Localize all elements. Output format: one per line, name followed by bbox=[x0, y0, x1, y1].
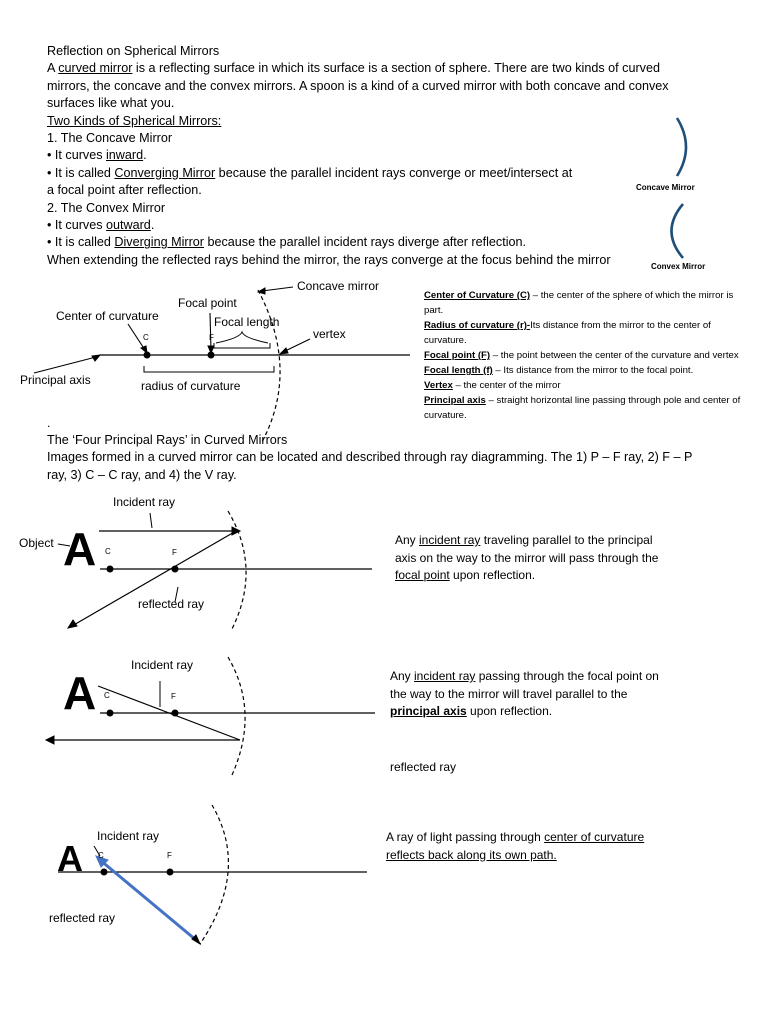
convex-caption: Convex Mirror bbox=[651, 262, 706, 271]
f-mark: F bbox=[167, 851, 172, 860]
definition-text: – the center of the mirror bbox=[452, 380, 561, 391]
desc-line bbox=[386, 847, 644, 865]
c-mark: C bbox=[104, 691, 110, 700]
text-run: A bbox=[47, 61, 59, 76]
arrowhead bbox=[280, 348, 288, 354]
object-letter: A bbox=[57, 838, 83, 879]
definition-text: – the point between the center of the curvature and vertex bbox=[490, 350, 739, 361]
convex-mirror-figure bbox=[672, 204, 684, 258]
definition-term: Center of Curvature (C) bbox=[424, 290, 531, 301]
intro-paragraph-line-2: mirrors, the concave and the convex mirrors. A spoon is a kind of a curved mirror with both concave and convex bbox=[47, 78, 669, 93]
object-label: Object bbox=[19, 536, 54, 550]
text-run: traveling parallel to the principal bbox=[480, 533, 653, 547]
focal-pointer bbox=[210, 313, 211, 350]
reflects-back-term: reflects back along its own path. bbox=[386, 847, 557, 862]
concave-caption: Concave Mirror bbox=[636, 183, 695, 192]
incident-pointer bbox=[150, 513, 152, 528]
four-rays-heading: The ‘Four Principal Rays’ in Curved Mirrors bbox=[47, 433, 288, 447]
convex-heading: 2. The Convex Mirror bbox=[47, 200, 166, 215]
incident-ray-term: incident ray bbox=[414, 669, 476, 683]
converging-mirror-term: Converging Mirror bbox=[114, 165, 216, 180]
text-run: • It is called bbox=[47, 235, 115, 250]
text-run: Any bbox=[395, 533, 420, 547]
c-mark: C bbox=[98, 851, 104, 860]
desc-line bbox=[386, 829, 644, 847]
vertex-label: vertex bbox=[313, 327, 346, 341]
principal-axis-label: Principal axis bbox=[20, 373, 91, 387]
concave-mirror-arc bbox=[677, 118, 686, 176]
focal-point-dot bbox=[167, 869, 173, 875]
focal-point-term: focal point bbox=[395, 568, 450, 582]
focal-length-brace bbox=[216, 332, 268, 343]
focal-length-label: Focal length bbox=[214, 315, 280, 329]
focal-point-dot bbox=[172, 710, 178, 716]
center-point-dot bbox=[107, 710, 113, 716]
focal-length-bracket bbox=[214, 343, 270, 348]
four-rays-section bbox=[47, 432, 692, 484]
concave-mirror-curve bbox=[200, 805, 228, 944]
desc-line bbox=[395, 567, 658, 585]
desc-line: the way to the mirror will travel parallel to the bbox=[390, 686, 628, 701]
outward-term: outward bbox=[106, 218, 151, 233]
curved-mirror-term: curved mirror bbox=[58, 61, 133, 76]
incident-ray-label: Incident ray bbox=[113, 495, 176, 509]
incident-ray-label: Incident ray bbox=[97, 829, 160, 843]
definition-term: Focal point (F) bbox=[424, 350, 491, 361]
definition-term: Principal axis bbox=[424, 395, 486, 406]
text-run: upon reflection. bbox=[449, 568, 536, 582]
arrowhead bbox=[141, 346, 147, 353]
radius-of-curvature-label: radius of curvature bbox=[141, 379, 241, 393]
f-mark: F bbox=[209, 333, 214, 342]
concave-mirror-curve bbox=[258, 290, 280, 442]
reflected-ray-label: reflected ray bbox=[390, 760, 457, 774]
text-run: Any bbox=[390, 669, 415, 683]
definition-item bbox=[424, 378, 744, 393]
focal-point-label: Focal point bbox=[178, 296, 237, 310]
stray-dot: . bbox=[47, 416, 51, 430]
concave-mirror-label: Concave mirror bbox=[297, 279, 380, 293]
center-of-curvature-label: Center of curvature bbox=[56, 309, 159, 323]
concave-mirror-curve bbox=[228, 657, 245, 775]
principal-axis-term: principal axis bbox=[390, 704, 467, 718]
definition-term: Focal length (f) bbox=[424, 365, 493, 376]
kinds-heading: Two Kinds of Spherical Mirrors: bbox=[47, 113, 222, 128]
ray2-description bbox=[390, 668, 659, 721]
definition-term: Radius of curvature (r)- bbox=[424, 320, 531, 331]
arrowhead bbox=[92, 355, 100, 361]
text-run: passing through the focal point on bbox=[475, 669, 659, 683]
convex-mirror-arc bbox=[672, 204, 684, 258]
diverging-mirror-term: Diverging Mirror bbox=[114, 235, 204, 250]
text-run: . bbox=[150, 218, 155, 233]
arrowhead bbox=[46, 736, 54, 744]
principal-axis-pointer bbox=[34, 357, 96, 373]
concave-mirror-curve bbox=[228, 511, 246, 629]
object-letter: A bbox=[63, 523, 97, 575]
desc-line bbox=[390, 703, 659, 721]
doc-title: Reflection on Spherical Mirrors bbox=[47, 44, 220, 58]
text-run: because the parallel incident rays converge or meet/intersect at bbox=[215, 165, 573, 180]
object-letter: A bbox=[63, 667, 97, 719]
text-run: is a reflecting surface in which its surface is a section of sphere. There are two kinds of curved bbox=[132, 61, 660, 76]
ray1-description bbox=[395, 532, 658, 585]
definition-item bbox=[424, 363, 744, 378]
incident-ray-term: incident ray bbox=[419, 533, 481, 547]
radius-bracket bbox=[144, 366, 274, 372]
definition-text: – Its distance from the mirror to the focal point. bbox=[492, 365, 694, 376]
extend-note: When extending the reflected rays behind the mirror, the rays converge at the focus behind the mirror bbox=[47, 252, 611, 267]
definition-item bbox=[424, 288, 744, 318]
definitions-list bbox=[424, 288, 744, 423]
center-point-dot bbox=[107, 566, 113, 572]
ray-diagram-1 bbox=[58, 511, 372, 629]
four-rays-line-2: ray, 3) C – C ray, and 4) the V ray. bbox=[47, 467, 237, 482]
focal-point-dot bbox=[172, 566, 178, 572]
text-run: upon reflection. bbox=[466, 704, 553, 718]
reflected-ray-label: reflected ray bbox=[49, 911, 116, 925]
definition-item bbox=[424, 318, 744, 348]
reflected-ray-label: reflected ray bbox=[138, 597, 205, 611]
center-point-dot bbox=[101, 869, 107, 875]
definition-text: Its distance from the mirror to the center of curvature. bbox=[424, 320, 711, 346]
text-run: • It curves bbox=[47, 218, 106, 233]
inward-term: inward bbox=[106, 148, 144, 163]
desc-line bbox=[395, 532, 658, 550]
text-run: • It curves bbox=[47, 148, 106, 163]
definition-term: Vertex bbox=[424, 380, 453, 391]
concave-mirror-figure bbox=[677, 118, 686, 176]
four-rays-line-1: Images formed in a curved mirror can be located and described through ray diagramming. The 1) P – F ray, 2) F – P bbox=[47, 450, 693, 465]
ray3-description bbox=[386, 829, 644, 864]
concave-bullet-2-cont: a focal point after reflection. bbox=[47, 183, 202, 198]
arrowhead bbox=[68, 620, 77, 628]
text-run: . bbox=[143, 148, 147, 163]
definition-item bbox=[424, 393, 744, 423]
center-of-curvature-term: center of curvature bbox=[544, 830, 645, 844]
mirror-pointer bbox=[262, 287, 293, 291]
concave-heading: 1. The Concave Mirror bbox=[47, 131, 173, 146]
text-run: • It is called bbox=[47, 165, 115, 180]
text-run: A ray of light passing through bbox=[386, 830, 545, 844]
definition-text: – the center of the sphere of which the mirror is part. bbox=[424, 290, 734, 316]
desc-line bbox=[390, 668, 659, 686]
c-mark: C bbox=[143, 333, 149, 342]
text-run: because the parallel incident rays diverge after reflection. bbox=[203, 235, 527, 250]
desc-line: axis on the way to the mirror will pass through the bbox=[395, 550, 659, 565]
definition-item bbox=[424, 348, 744, 363]
f-mark: F bbox=[171, 692, 176, 701]
incident-ray-label: Incident ray bbox=[131, 658, 194, 672]
f-mark: F bbox=[172, 548, 177, 557]
c-mark: C bbox=[105, 547, 111, 556]
definition-text: – straight horizontal line passing through pole and center of curvature. bbox=[424, 395, 741, 421]
arrowhead bbox=[208, 346, 214, 353]
intro-paragraph-line-3: surfaces like what you. bbox=[47, 96, 175, 111]
